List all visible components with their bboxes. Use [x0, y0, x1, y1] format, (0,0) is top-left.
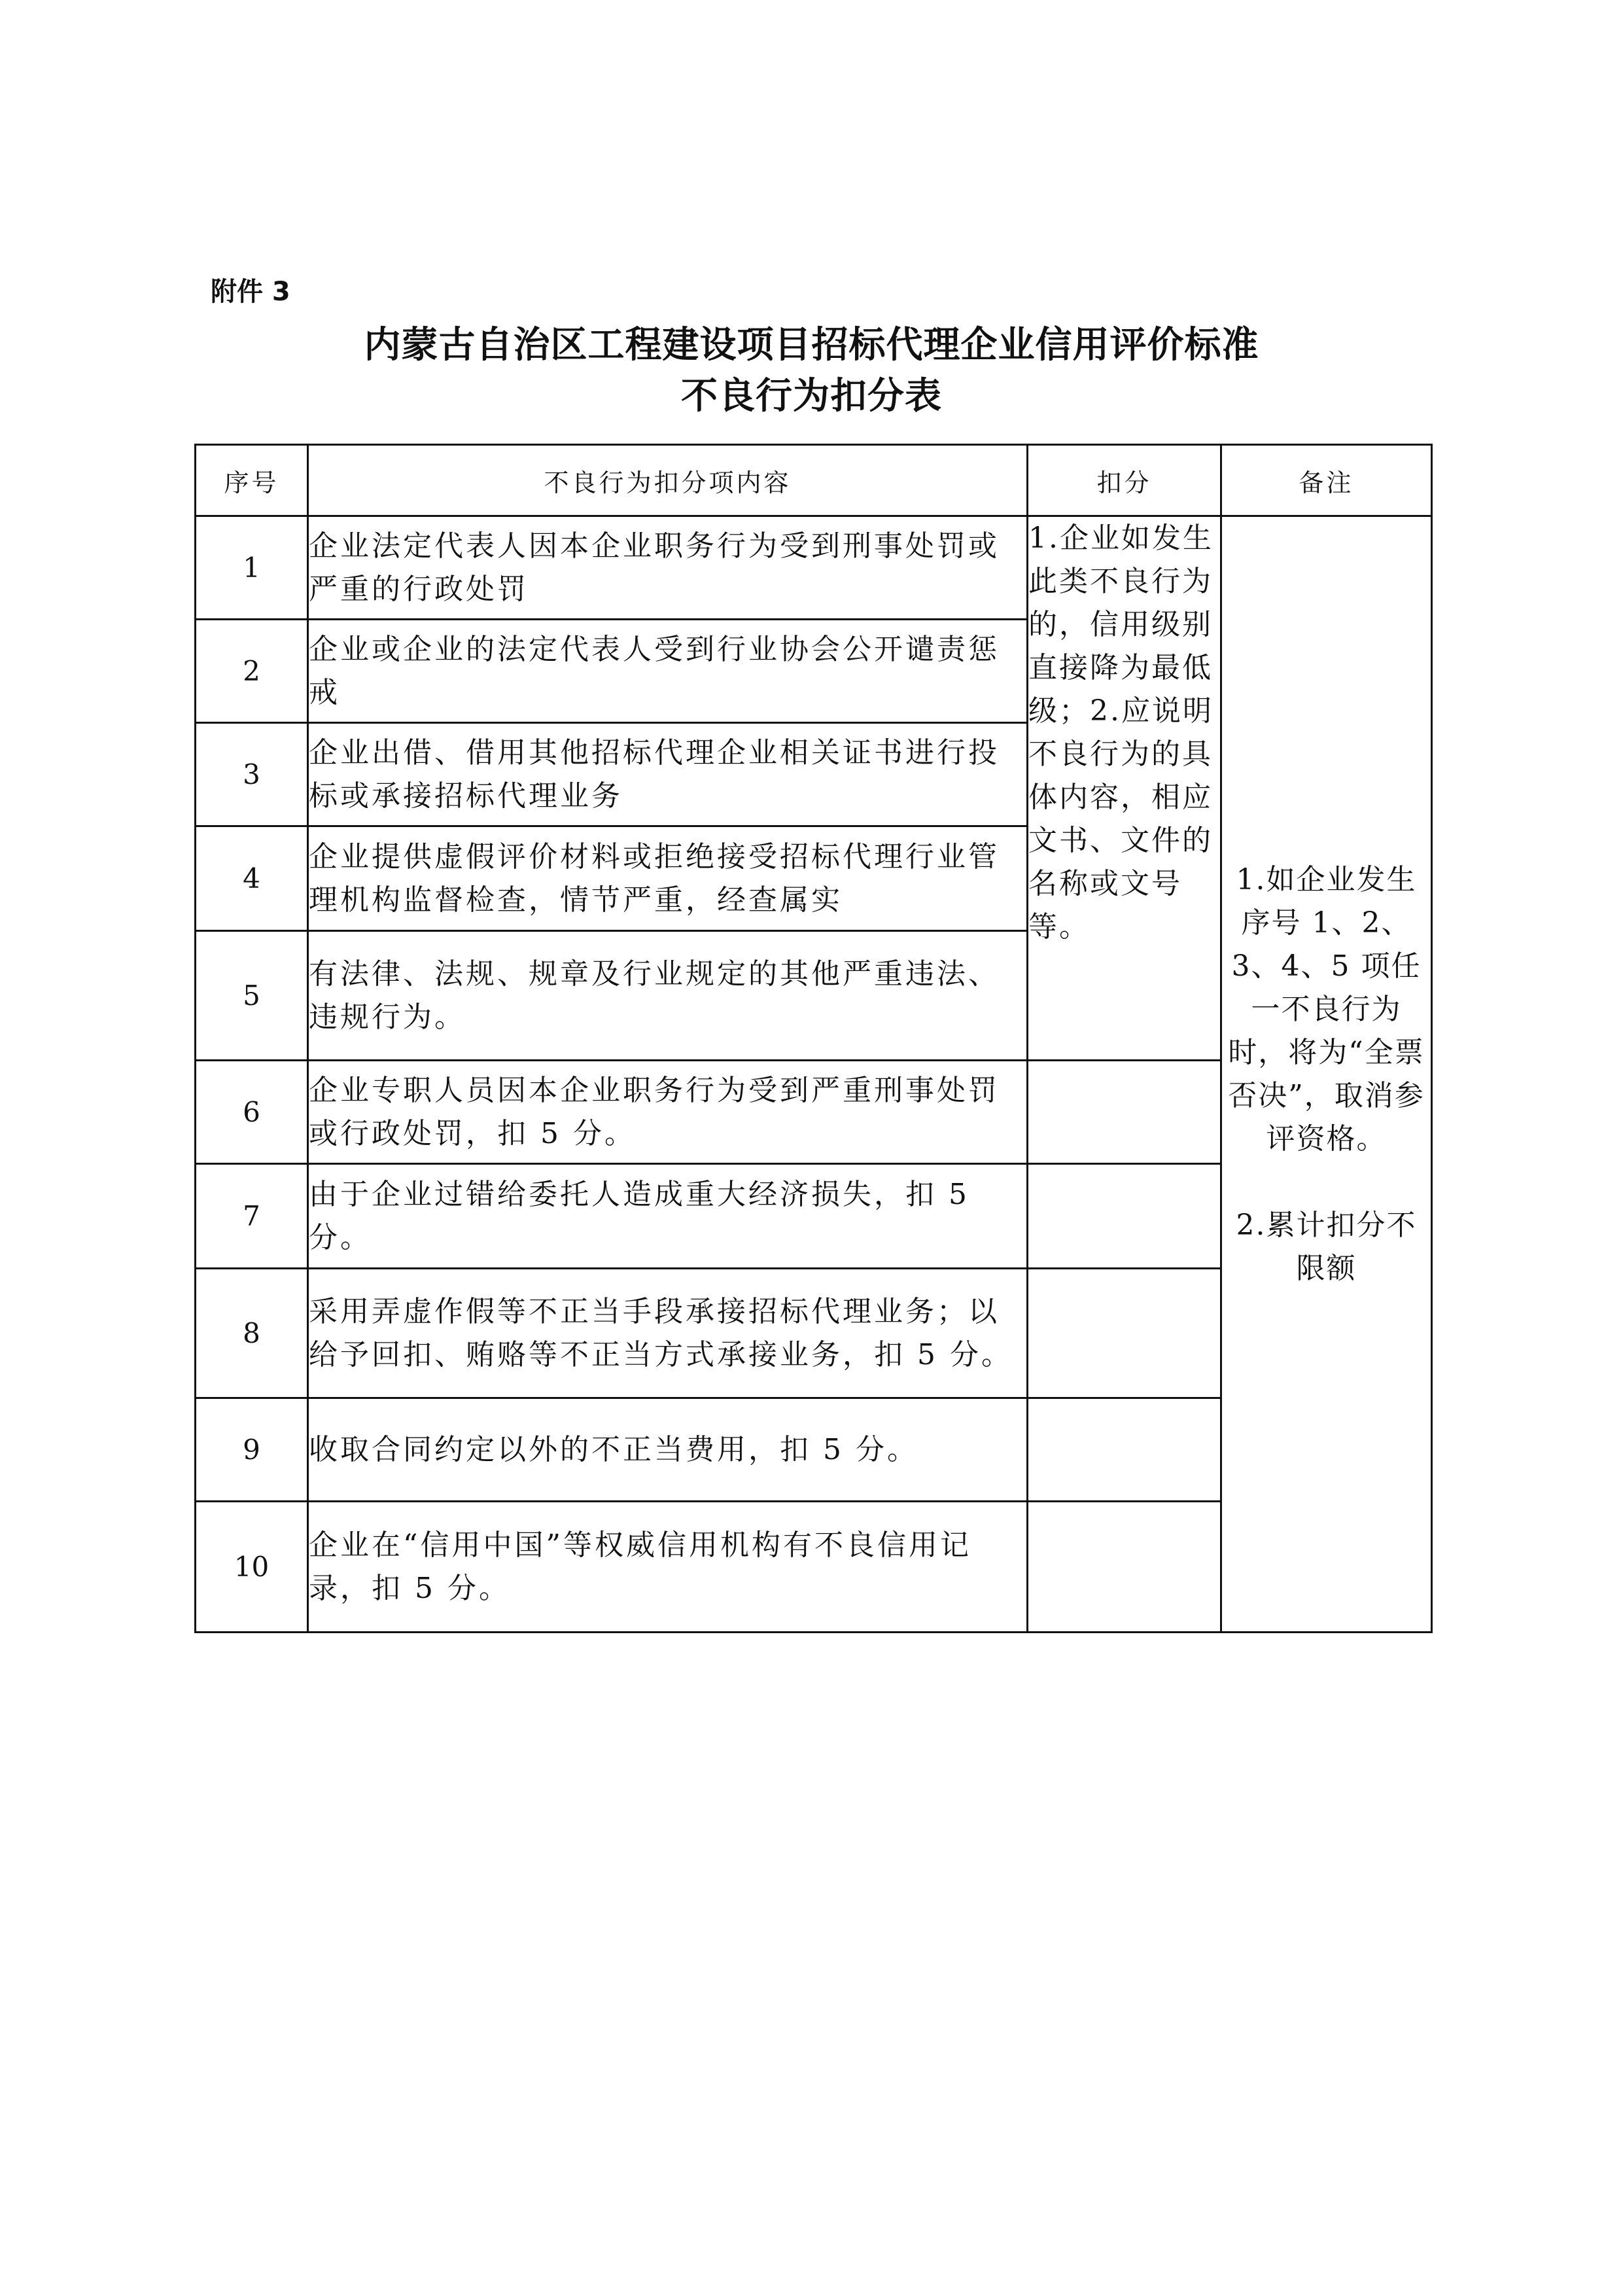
row-content: 企业专职人员因本企业职务行为受到严重刑事处罚或行政处罚，扣 5 分。: [308, 1061, 1028, 1164]
row-content: 企业提供虚假评价材料或拒绝接受招标代理行业管理机构监督检查，情节严重，经查属实: [308, 826, 1028, 931]
row-seq: 6: [196, 1061, 308, 1164]
row-content: 采用弄虚作假等不正当手段承接招标代理业务；以给予回扣、贿赂等不正当方式承接业务，扣 5 分。: [308, 1269, 1028, 1398]
row-deduct-empty: [1028, 1164, 1221, 1269]
row-seq: 2: [196, 620, 308, 723]
header-seq: 序号: [196, 445, 308, 516]
row-seq: 5: [196, 931, 308, 1061]
row-content: 有法律、法规、规章及行业规定的其他严重违法、违规行为。: [308, 931, 1028, 1061]
row-seq: 9: [196, 1398, 308, 1502]
row-content: 企业法定代表人因本企业职务行为受到刑事处罚或严重的行政处罚: [308, 516, 1028, 620]
row-seq: 4: [196, 826, 308, 931]
header-deduct: 扣分: [1028, 445, 1221, 516]
row-deduct-empty: [1028, 1061, 1221, 1164]
header-content: 不良行为扣分项内容: [308, 445, 1028, 516]
row-content: 企业或企业的法定代表人受到行业协会公开谴责惩戒: [308, 620, 1028, 723]
row-seq: 7: [196, 1164, 308, 1269]
row-deduct-empty: [1028, 1269, 1221, 1398]
attachment-label: 附件 3: [211, 277, 290, 307]
deduct-merged-note: 1.企业如发生此类不良行为的，信用级别直接降为最低级；2.应说明不良行为的具体内容，相应文书、文件的名称或文号等。: [1028, 516, 1221, 1061]
row-seq: 8: [196, 1269, 308, 1398]
remark-spacer: [1222, 1161, 1431, 1204]
row-seq: 3: [196, 723, 308, 826]
remark-cell: [1221, 516, 1432, 1633]
row-deduct-empty: [1028, 1502, 1221, 1633]
row-content: 由于企业过错给委托人造成重大经济损失，扣 5 分。: [308, 1164, 1028, 1269]
table-row: [196, 516, 1432, 620]
deduction-table: [194, 444, 1433, 1633]
row-content: 收取合同约定以外的不正当费用，扣 5 分。: [308, 1398, 1028, 1502]
remark-note-2: 2.累计扣分不限额: [1236, 1208, 1417, 1285]
remark-note-1: 1.如企业发生序号 1、2、3、4、5 项任一不良行为时，将为“全票否决”，取消参评资格。: [1228, 862, 1425, 1156]
document-title: 内蒙古自治区工程建设项目招标代理企业信用评价标准: [364, 324, 1259, 366]
row-deduct-empty: [1028, 1398, 1221, 1502]
table-header-row: [196, 445, 1432, 516]
row-content: 企业出借、借用其他招标代理企业相关证书进行投标或承接招标代理业务: [308, 723, 1028, 826]
row-seq: 10: [196, 1502, 308, 1633]
header-remark: 备注: [1221, 445, 1432, 516]
row-content: 企业在“信用中国”等权威信用机构有不良信用记录，扣 5 分。: [308, 1502, 1028, 1633]
document-subtitle: 不良行为扣分表: [681, 375, 942, 417]
row-seq: 1: [196, 516, 308, 620]
